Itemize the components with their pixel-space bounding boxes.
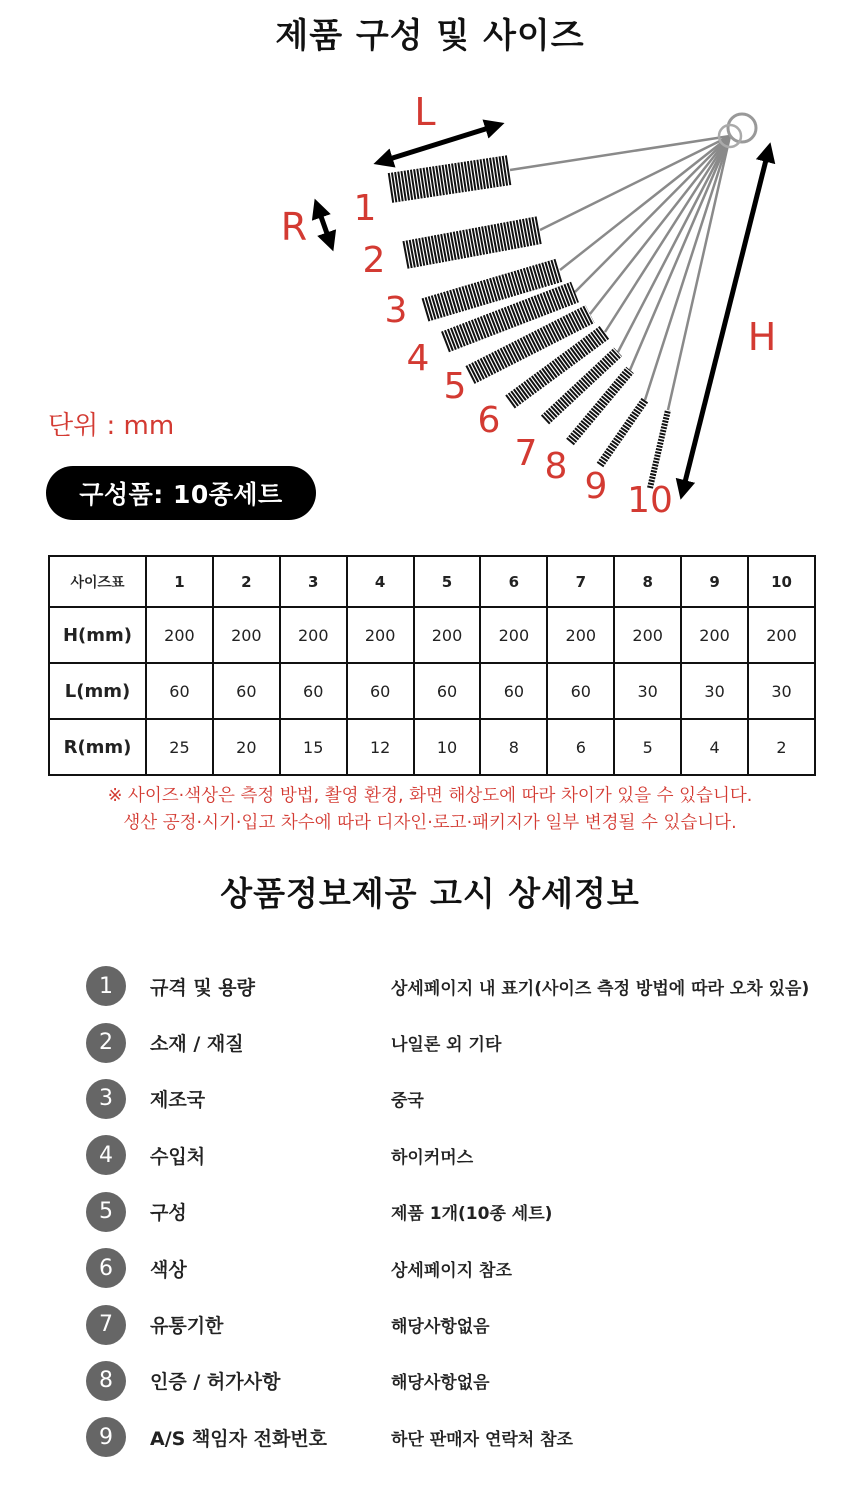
- brush-number-label: 3: [384, 290, 408, 331]
- brush-number-label: 9: [584, 466, 608, 507]
- unit-label: 단위 : mm: [48, 411, 175, 441]
- info-value: 해당사항없음: [391, 1317, 490, 1338]
- table-cell: 5: [614, 719, 681, 775]
- table-row-r: [49, 719, 815, 775]
- info-value: 하단 판매자 연락처 참조: [391, 1429, 573, 1450]
- table-cell: 200: [681, 607, 748, 663]
- table-cell: 200: [614, 607, 681, 663]
- brush-number-label: 5: [443, 366, 467, 407]
- table-cell: 30: [614, 663, 681, 719]
- brush-wire: [605, 136, 730, 332]
- table-cell: 60: [146, 663, 213, 719]
- table-cell: 25: [146, 719, 213, 775]
- number-badge: 5: [86, 1192, 126, 1232]
- info-value: 상세페이지 내 표기(사이즈 측정 방법에 따라 오차 있음): [391, 978, 810, 999]
- table-row-h: [49, 607, 815, 663]
- brush-number-label: 1: [353, 188, 377, 229]
- col-header: 2: [213, 556, 280, 607]
- list-item: [86, 1353, 826, 1409]
- composition-badge: 구성품: 10종세트: [46, 466, 316, 520]
- info-label: 제조국: [150, 1089, 206, 1112]
- brush-head: [650, 410, 668, 488]
- info-label: 규격 및 용량: [150, 976, 255, 999]
- col-header: 3: [280, 556, 347, 607]
- number-badge: 8: [86, 1361, 126, 1401]
- table-cell: 200: [480, 607, 547, 663]
- col-header: 9: [681, 556, 748, 607]
- note-line: 생산 공정·시기·입고 차수에 따라 디자인·로고·패키지가 일부 변경될 수 있습니다.: [123, 813, 737, 833]
- row-header: H(mm): [49, 607, 146, 663]
- number-badge: 6: [86, 1248, 126, 1288]
- info-title: 상품정보제공 고시 상세정보: [220, 874, 640, 913]
- number-badge: 1: [86, 966, 126, 1006]
- brush-head: [390, 170, 510, 188]
- table-cell: 200: [547, 607, 614, 663]
- table-cell: 12: [347, 719, 414, 775]
- brush-number-label: 10: [627, 480, 673, 521]
- brush-number-label: 7: [514, 433, 538, 474]
- info-value: 하이커머스: [391, 1147, 474, 1168]
- table-cell: 200: [213, 607, 280, 663]
- brush-head: [600, 400, 645, 465]
- number-badge: 4: [86, 1135, 126, 1175]
- col-header: 4: [347, 556, 414, 607]
- disclaimer-notes: [0, 783, 860, 837]
- table-cell: 15: [280, 719, 347, 775]
- length-arrow: [383, 126, 495, 161]
- info-label: 구성: [150, 1202, 187, 1225]
- info-value: 나일론 외 기타: [391, 1035, 502, 1056]
- table-cell: 200: [146, 607, 213, 663]
- number-badge: 9: [86, 1417, 126, 1457]
- brush-head: [405, 230, 540, 255]
- section-title: 제품 구성 및 사이즈: [275, 16, 585, 56]
- table-cell: 60: [547, 663, 614, 719]
- number-badge: 3: [86, 1079, 126, 1119]
- table-cell: 30: [681, 663, 748, 719]
- dim-label-h: H: [747, 315, 777, 359]
- table-row-l: [49, 663, 815, 719]
- table-cell: 6: [547, 719, 614, 775]
- brush-head: [545, 352, 618, 420]
- list-item: [86, 958, 826, 1014]
- brush-number-label: 2: [362, 240, 386, 281]
- col-header: 1: [146, 556, 213, 607]
- info-value: 중국: [391, 1091, 424, 1112]
- table-cell: 20: [213, 719, 280, 775]
- info-label: 소재 / 재질: [150, 1033, 244, 1056]
- table-cell: 60: [280, 663, 347, 719]
- row-header: R(mm): [49, 719, 146, 775]
- table-cell: 60: [347, 663, 414, 719]
- col-header: 5: [414, 556, 481, 607]
- brush-number-label: 4: [406, 338, 430, 379]
- table-cell: 10: [414, 719, 481, 775]
- info-value: 상세페이지 참조: [391, 1260, 512, 1281]
- size-table-header: [49, 556, 815, 607]
- table-cell: 200: [280, 607, 347, 663]
- col-header: 7: [547, 556, 614, 607]
- info-value: 해당사항없음: [391, 1373, 490, 1394]
- brushes: [390, 136, 730, 488]
- table-cell: 60: [480, 663, 547, 719]
- table-cell: 200: [414, 607, 481, 663]
- dim-label-r: R: [280, 205, 308, 249]
- table-cell: 8: [480, 719, 547, 775]
- radius-arrow: [318, 208, 330, 242]
- table-cell: 2: [748, 719, 815, 775]
- list-item: [86, 1184, 826, 1240]
- table-cell: 30: [748, 663, 815, 719]
- list-item: [86, 1071, 826, 1127]
- list-item: [86, 1240, 826, 1296]
- info-list: [86, 958, 826, 1466]
- col-header: 8: [614, 556, 681, 607]
- number-badge: 7: [86, 1305, 126, 1345]
- brush-wire: [618, 136, 730, 352]
- info-label: 유통기한: [150, 1315, 224, 1338]
- info-value: 제품 1개(10종 세트): [391, 1204, 553, 1225]
- brush-head: [510, 332, 605, 402]
- list-item: [86, 1127, 826, 1183]
- list-item: [86, 1296, 826, 1352]
- brush-wire: [630, 136, 730, 370]
- table-cell: 60: [414, 663, 481, 719]
- info-label: A/S 책임자 전화번호: [150, 1427, 328, 1450]
- table-cell: 4: [681, 719, 748, 775]
- table-cell: 60: [213, 663, 280, 719]
- row-header: L(mm): [49, 663, 146, 719]
- brush-head: [425, 270, 560, 310]
- info-label: 인증 / 허가사항: [150, 1371, 281, 1394]
- col-header: 10: [748, 556, 815, 607]
- size-table-corner: 사이즈표: [49, 556, 146, 607]
- info-label: 수입처: [150, 1145, 206, 1168]
- table-cell: 200: [347, 607, 414, 663]
- dim-label-l: L: [414, 90, 436, 134]
- list-item: [86, 1014, 826, 1070]
- size-table: [48, 555, 816, 776]
- col-header: 6: [480, 556, 547, 607]
- info-label: 색상: [150, 1258, 187, 1281]
- brush-wire: [575, 136, 730, 292]
- table-cell: 200: [748, 607, 815, 663]
- note-line: ※ 사이즈·색상은 측정 방법, 촬영 환경, 화면 해상도에 따라 차이가 있을 수 있습니다.: [107, 786, 753, 806]
- brush-number-label: 6: [477, 400, 501, 441]
- list-item: [86, 1409, 826, 1465]
- brush-number-label: 8: [544, 446, 568, 487]
- number-badge: 2: [86, 1023, 126, 1063]
